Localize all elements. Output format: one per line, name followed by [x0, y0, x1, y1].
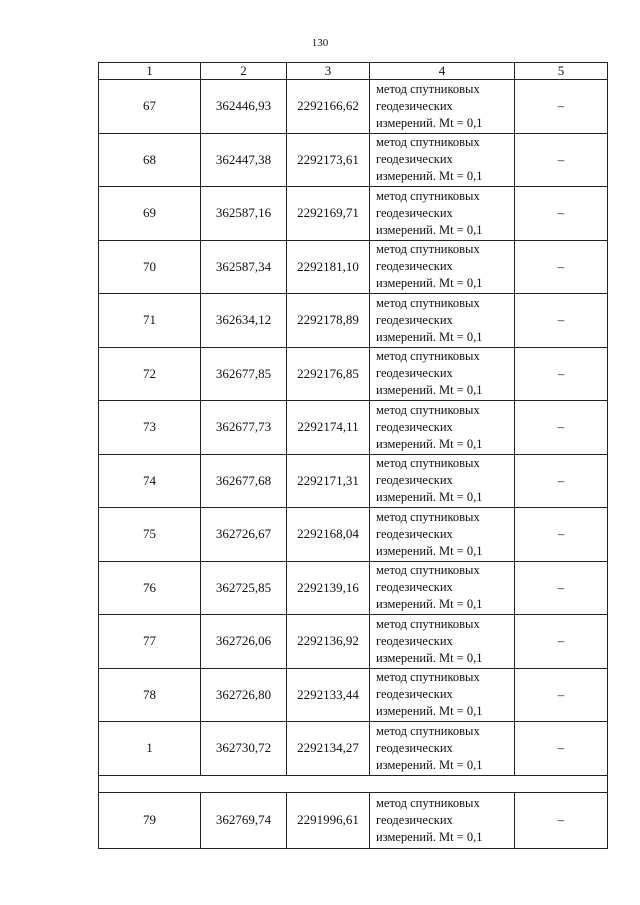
method-line: геодезических [376, 526, 453, 541]
table-row [99, 401, 608, 455]
point-number-cell: 69 [99, 187, 201, 241]
point-number-cell: 70 [99, 240, 201, 294]
page-number: 130 [311, 37, 329, 49]
method-cell [370, 792, 515, 848]
point-number-cell: 1 [99, 722, 201, 776]
method-line: геодезических [376, 687, 453, 702]
method-cell [370, 133, 515, 187]
method-cell [370, 454, 515, 508]
method-line: метод спутниковых [376, 456, 480, 471]
table-header-row [99, 63, 608, 80]
table-row [99, 722, 608, 776]
method-line: метод спутниковых [376, 188, 480, 203]
method-line: метод спутниковых [376, 616, 480, 631]
column5-cell: – [515, 508, 608, 562]
method-line: измерений. Mt = 0,1 [376, 222, 483, 237]
point-number-cell: 79 [99, 792, 201, 848]
column5-cell: – [515, 80, 608, 134]
method-line: измерений. Mt = 0,1 [376, 543, 483, 558]
method-line: геодезических [376, 312, 453, 327]
method-line: измерений. Mt = 0,1 [376, 704, 483, 719]
column5-cell: – [515, 454, 608, 508]
x-coordinate-cell: 362587,16 [201, 187, 287, 241]
blank-row-cell [99, 775, 608, 792]
y-coordinate-cell: 2292176,85 [287, 347, 370, 401]
method-line: геодезических [376, 98, 453, 113]
column5-cell: – [515, 187, 608, 241]
x-coordinate-cell: 362587,34 [201, 240, 287, 294]
method-line: измерений. Mt = 0,1 [376, 650, 483, 665]
method-line: геодезических [376, 740, 453, 755]
table-row [99, 668, 608, 722]
coordinates-table [98, 62, 608, 849]
method-line: метод спутниковых [376, 402, 480, 417]
method-cell [370, 187, 515, 241]
y-coordinate-cell: 2292166,62 [287, 80, 370, 134]
method-line: метод спутниковых [376, 242, 480, 257]
method-line: метод спутниковых [376, 795, 480, 810]
point-number-cell: 77 [99, 615, 201, 669]
method-line: измерений. Mt = 0,1 [376, 115, 483, 130]
x-coordinate-cell: 362769,74 [201, 792, 287, 848]
x-coordinate-cell: 362446,93 [201, 80, 287, 134]
point-number-cell: 67 [99, 80, 201, 134]
y-coordinate-cell: 2292171,31 [287, 454, 370, 508]
y-coordinate-cell: 2292178,89 [287, 294, 370, 348]
column5-cell: – [515, 347, 608, 401]
table-row [99, 133, 608, 187]
y-coordinate-cell: 2292134,27 [287, 722, 370, 776]
table-row [99, 561, 608, 615]
table-row [99, 508, 608, 562]
point-number-cell: 74 [99, 454, 201, 508]
method-line: измерений. Mt = 0,1 [376, 436, 483, 451]
method-line: измерений. Mt = 0,1 [376, 597, 483, 612]
column5-cell: – [515, 294, 608, 348]
x-coordinate-cell: 362447,38 [201, 133, 287, 187]
point-number-cell: 75 [99, 508, 201, 562]
column-header-4: 4 [370, 63, 515, 80]
method-line: метод спутниковых [376, 135, 480, 150]
method-line: геодезических [376, 419, 453, 434]
x-coordinate-cell: 362726,06 [201, 615, 287, 669]
table-row [99, 294, 608, 348]
table-row [99, 187, 608, 241]
y-coordinate-cell: 2292169,71 [287, 187, 370, 241]
method-cell [370, 347, 515, 401]
column5-cell: – [515, 133, 608, 187]
y-coordinate-cell: 2291996,61 [287, 792, 370, 848]
method-cell [370, 508, 515, 562]
table-row [99, 347, 608, 401]
column-header-2: 2 [201, 63, 287, 80]
method-cell [370, 80, 515, 134]
method-cell [370, 240, 515, 294]
method-line: измерений. Mt = 0,1 [376, 276, 483, 291]
point-number-cell: 78 [99, 668, 201, 722]
method-line: измерений. Mt = 0,1 [376, 329, 483, 344]
method-line: измерений. Mt = 0,1 [376, 169, 483, 184]
x-coordinate-cell: 362726,80 [201, 668, 287, 722]
table-row [99, 240, 608, 294]
table-row [99, 792, 608, 848]
x-coordinate-cell: 362726,67 [201, 508, 287, 562]
method-line: метод спутниковых [376, 563, 480, 578]
x-coordinate-cell: 362677,85 [201, 347, 287, 401]
y-coordinate-cell: 2292174,11 [287, 401, 370, 455]
table-row [99, 80, 608, 134]
column-header-3: 3 [287, 63, 370, 80]
method-cell [370, 294, 515, 348]
column5-cell: – [515, 668, 608, 722]
method-line: геодезических [376, 205, 453, 220]
point-number-cell: 68 [99, 133, 201, 187]
column5-cell: – [515, 240, 608, 294]
y-coordinate-cell: 2292168,04 [287, 508, 370, 562]
method-line: геодезических [376, 152, 453, 167]
method-line: геодезических [376, 366, 453, 381]
x-coordinate-cell: 362677,68 [201, 454, 287, 508]
x-coordinate-cell: 362634,12 [201, 294, 287, 348]
column5-cell: – [515, 561, 608, 615]
method-line: измерений. Mt = 0,1 [376, 383, 483, 398]
column-header-1: 1 [99, 63, 201, 80]
method-line: метод спутниковых [376, 349, 480, 364]
method-line: метод спутниковых [376, 670, 480, 685]
method-line: метод спутниковых [376, 509, 480, 524]
column5-cell: – [515, 722, 608, 776]
x-coordinate-cell: 362677,73 [201, 401, 287, 455]
method-line: измерений. Mt = 0,1 [376, 490, 483, 505]
point-number-cell: 72 [99, 347, 201, 401]
method-line: геодезических [376, 633, 453, 648]
method-cell [370, 615, 515, 669]
point-number-cell: 73 [99, 401, 201, 455]
table-row [99, 615, 608, 669]
method-line: геодезических [376, 812, 453, 827]
method-line: измерений. Mt = 0,1 [376, 829, 483, 844]
y-coordinate-cell: 2292139,16 [287, 561, 370, 615]
method-line: метод спутниковых [376, 81, 480, 96]
column5-cell: – [515, 792, 608, 848]
column5-cell: – [515, 615, 608, 669]
blank-row [99, 775, 608, 792]
y-coordinate-cell: 2292173,61 [287, 133, 370, 187]
method-cell [370, 722, 515, 776]
method-cell [370, 561, 515, 615]
y-coordinate-cell: 2292133,44 [287, 668, 370, 722]
column5-cell: – [515, 401, 608, 455]
method-line: метод спутниковых [376, 723, 480, 738]
method-line: измерений. Mt = 0,1 [376, 757, 483, 772]
table-row [99, 454, 608, 508]
x-coordinate-cell: 362730,72 [201, 722, 287, 776]
method-cell [370, 401, 515, 455]
point-number-cell: 76 [99, 561, 201, 615]
method-line: метод спутниковых [376, 295, 480, 310]
method-line: геодезических [376, 580, 453, 595]
method-cell [370, 668, 515, 722]
x-coordinate-cell: 362725,85 [201, 561, 287, 615]
point-number-cell: 71 [99, 294, 201, 348]
y-coordinate-cell: 2292181,10 [287, 240, 370, 294]
y-coordinate-cell: 2292136,92 [287, 615, 370, 669]
method-line: геодезических [376, 259, 453, 274]
column-header-5: 5 [515, 63, 608, 80]
method-line: геодезических [376, 473, 453, 488]
